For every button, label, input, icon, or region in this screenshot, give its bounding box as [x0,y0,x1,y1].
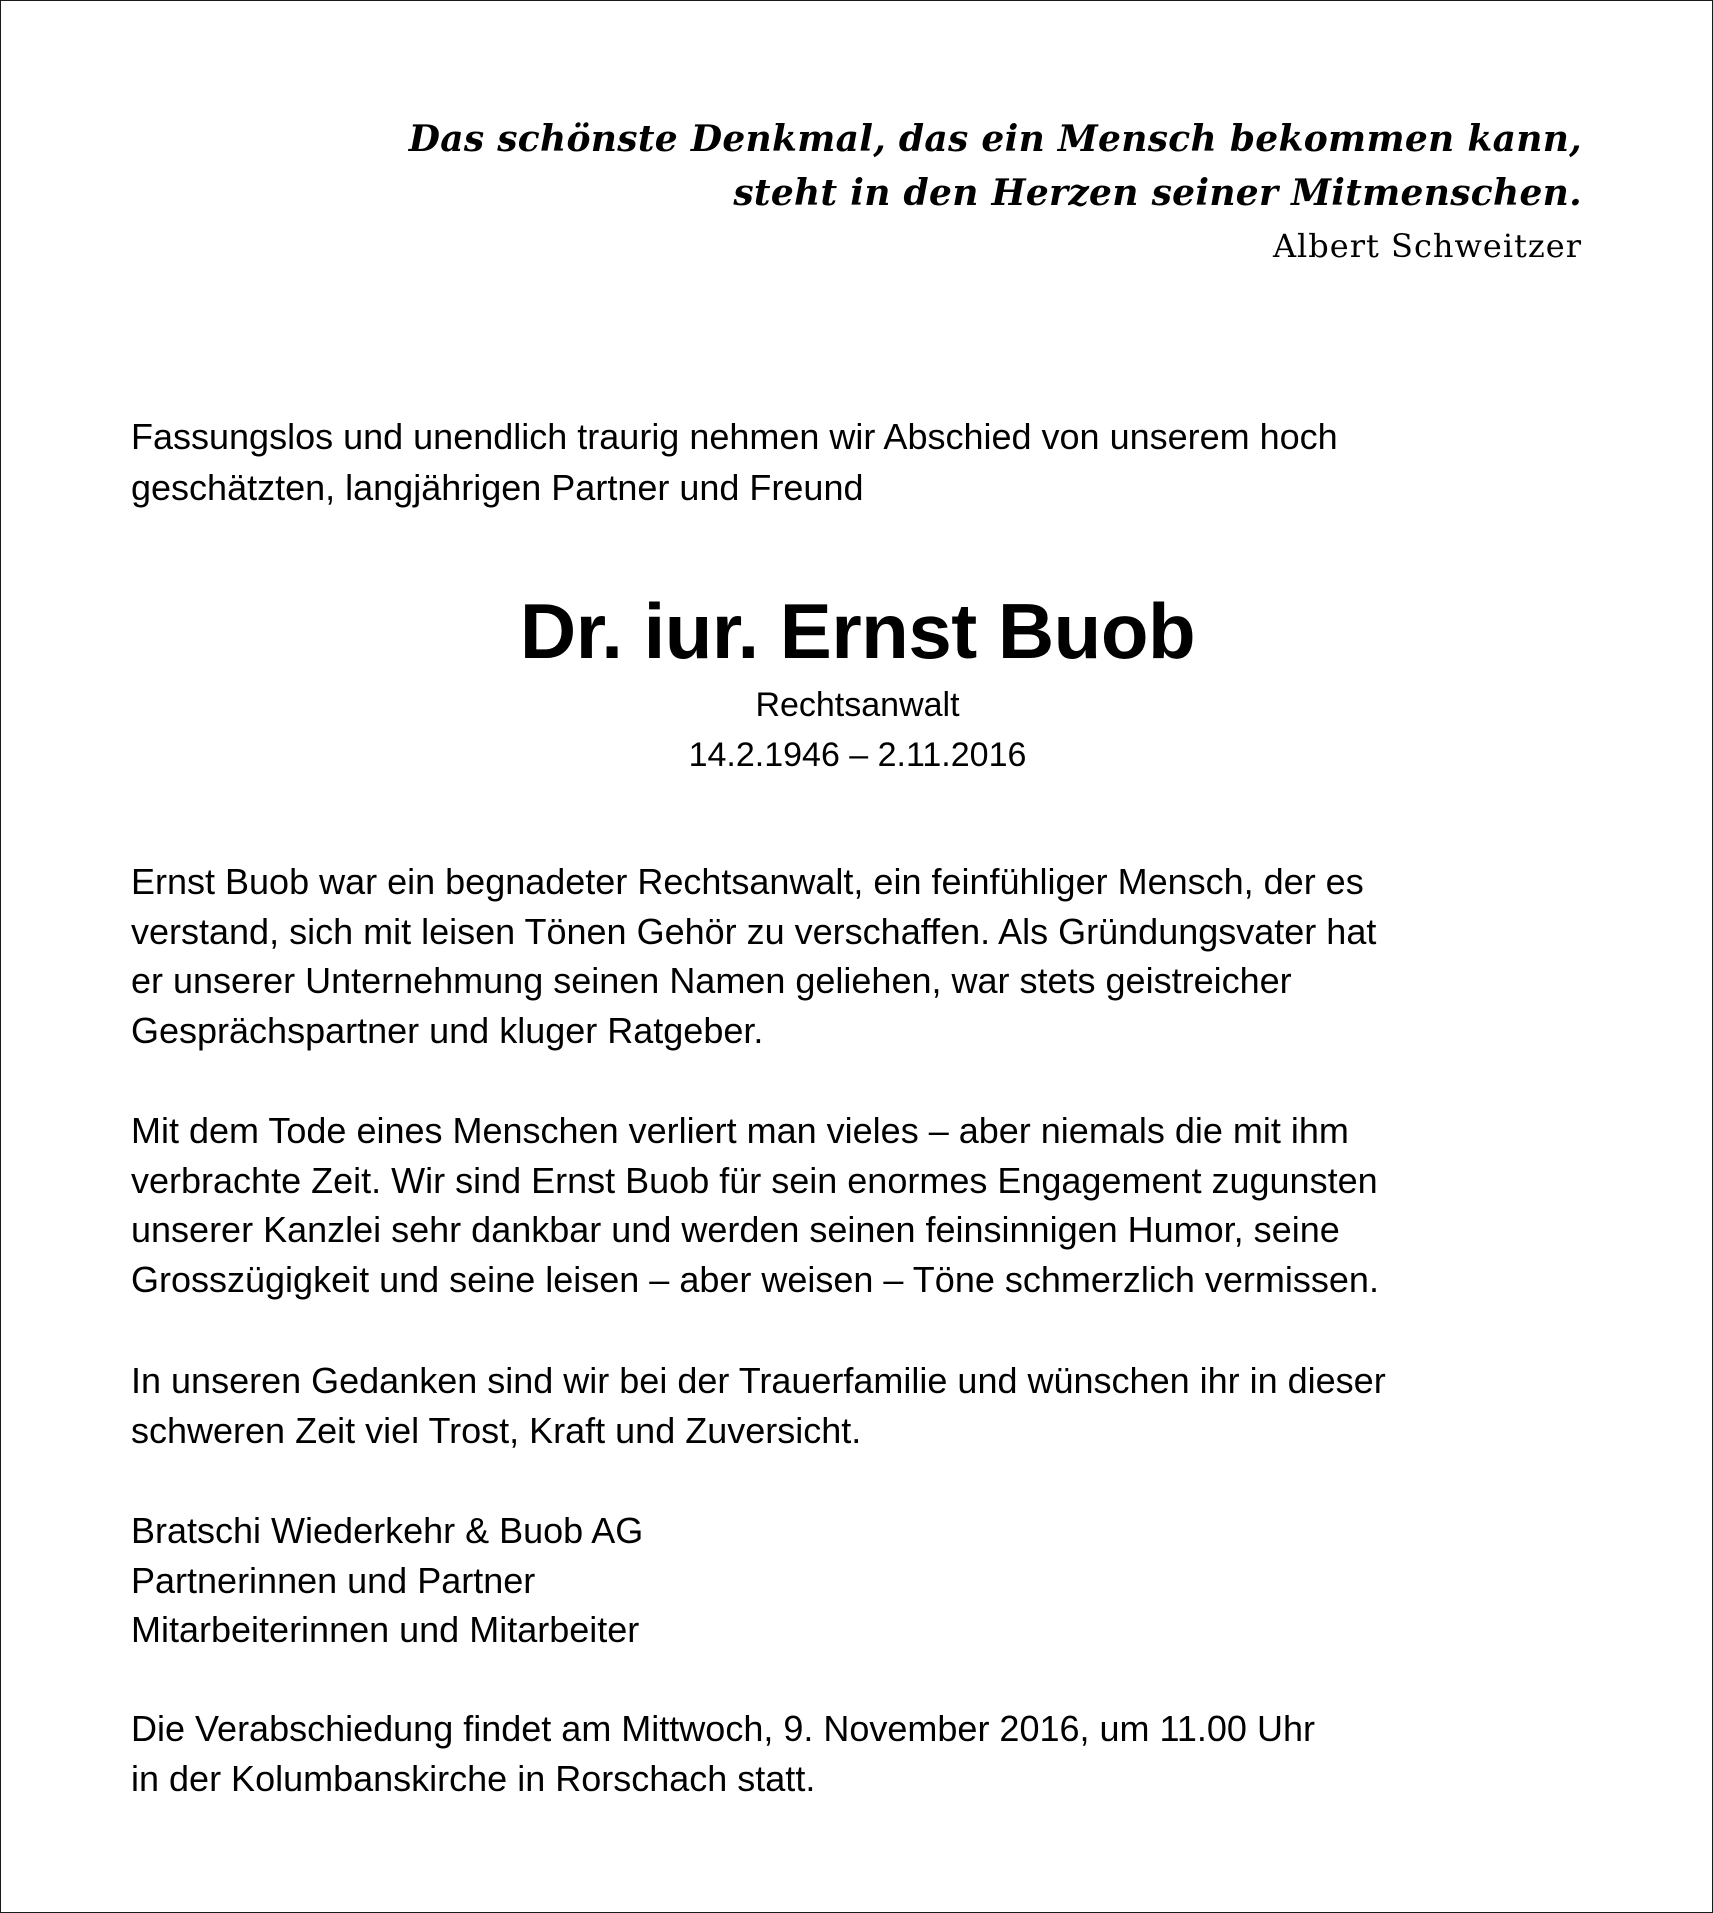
quote-author: Albert Schweitzer [1272,227,1582,265]
farewell-line: in der Kolumbanskirche in Rorschach statt. [131,1757,816,1799]
paragraph-line: er unserer Unternehmung seinen Namen geliehen, war stets geistreicher [131,960,1292,1001]
deceased-block [1,586,1713,780]
intro-line: Fassungslos und unendlich traurig nehmen wir Abschied von unserem hoch [131,416,1338,457]
company-name: Bratschi Wiederkehr & Buob AG [131,1510,644,1551]
quote-line: Das schönste Denkmal, das ein Mensch bekommen kann, [408,118,1582,160]
paragraph-line: Ernst Buob war ein begnadeter Rechtsanwalt, ein feinfühliger Mensch, der es [131,861,1364,902]
paragraph-line: Grosszügigkeit und seine leisen – aber weisen – Töne schmerzlich vermissen. [131,1258,1379,1300]
farewell-line: Die Verabschiedung findet am Mittwoch, 9. November 2016, um 11.00 Uhr [131,1708,1315,1749]
signature-line: Partnerinnen und Partner [131,1559,536,1601]
paragraph-line: Mit dem Tode eines Menschen verliert man vieles – aber niemals die mit ihm [131,1110,1349,1151]
condolence-paragraph [131,1356,1611,1455]
quote-line: steht in den Herzen seiner Mitmenschen. [733,172,1582,214]
paragraph-line: unserer Kanzlei sehr dankbar und werden seinen feinsinnigen Humor, seine [131,1209,1340,1250]
signature-block [131,1506,1611,1655]
paragraph-line: In unseren Gedanken sind wir bei der Trauerfamilie und wünschen ihr in dieser [131,1360,1386,1401]
deceased-dates: 14.2.1946 – 2.11.2016 [688,736,1027,774]
paragraph-line: Gesprächspartner und kluger Ratgeber. [131,1009,764,1051]
tribute-paragraph [131,1106,1611,1304]
paragraph-line: verstand, sich mit leisen Tönen Gehör zu verschaffen. Als Gründungsvater hat [131,910,1377,952]
farewell-info [131,1704,1611,1803]
intro-text [131,411,1591,513]
tribute-paragraph [131,857,1611,1055]
signature-line: Mitarbeiterinnen und Mitarbeiter [131,1609,640,1650]
paragraph-line: schweren Zeit viel Trost, Kraft und Zuversicht. [131,1409,862,1451]
paragraph-line: verbrachte Zeit. Wir sind Ernst Buob für sein enormes Engagement zugunsten [131,1159,1378,1201]
intro-line: geschätzten, langjährigen Partner und Freund [131,467,864,508]
deceased-profession: Rechtsanwalt [755,686,960,724]
quote-block [282,112,1582,266]
deceased-name: Dr. iur. Ernst Buob [519,587,1196,675]
